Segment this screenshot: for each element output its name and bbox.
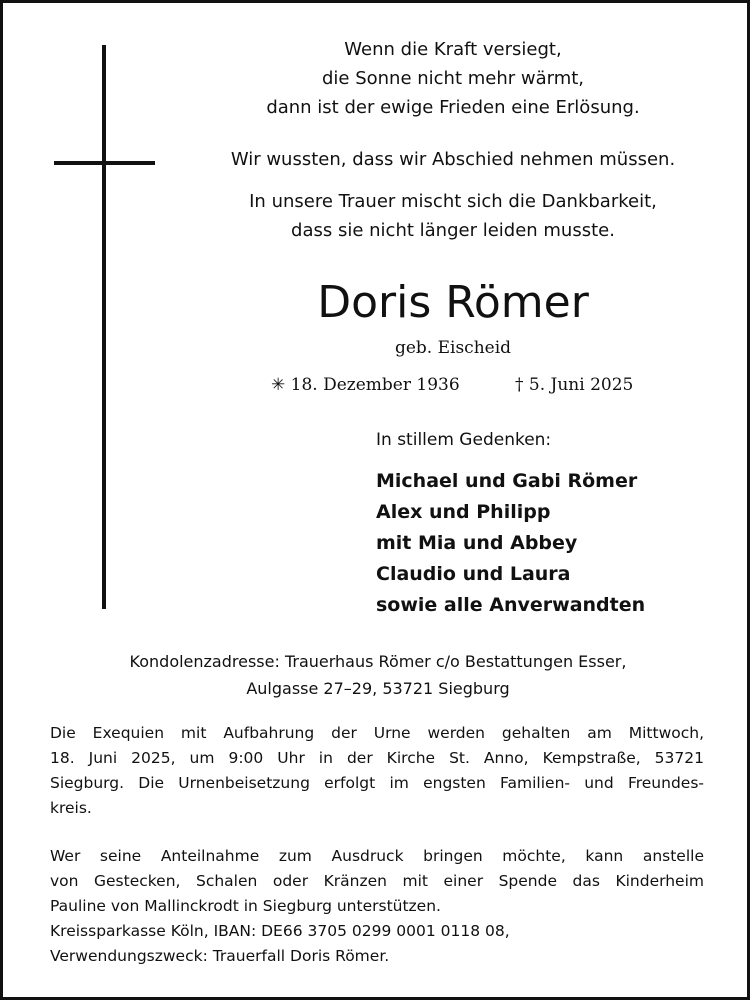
farewell-line [153, 145, 750, 174]
condolence-line: Kondolenzadresse: Trauerhaus Römer c/o Bestattungen Esser, [129, 652, 627, 671]
poem-line: die Sonne nicht mehr wärmt, [321, 68, 585, 89]
mourner-line: Claudio und Laura [376, 563, 571, 585]
bank-details: Kreissparkasse Köln, IBAN: DE66 3705 0299 0001 0118 08, [50, 922, 510, 940]
cross-icon-vertical-bar [102, 45, 106, 609]
birth-date: ✳ 18. Dezember 1936 [271, 375, 460, 395]
farewell-text: Wir wussten, dass wir Abschied nehmen müssen. [230, 149, 676, 170]
paragraph-line: 18. Juni 2025, um 9:00 Uhr in der Kirche St. Anno, Kempstraße, 53721 [50, 749, 704, 767]
gratitude-line: dass sie nicht länger leiden musste. [291, 220, 615, 241]
mourner-line: Michael und Gabi Römer [376, 470, 638, 492]
mourner-line: mit Mia und Abbey [376, 532, 578, 554]
condolence-line: Aulgasse 27–29, 53721 Siegburg [246, 679, 510, 698]
gratitude-line: In unsere Trauer mischt sich die Dankbarkeit, [249, 191, 657, 212]
paragraph-line: kreis. [50, 799, 92, 817]
condolence-address [3, 648, 750, 702]
poem [153, 35, 750, 122]
gratitude [153, 187, 750, 245]
paragraph-line: von Gestecken, Schalen oder Kränzen mit einer Spende das Kinderheim [50, 872, 704, 890]
memory-label: In stillem Gedenken: [376, 430, 552, 450]
deceased-name: Doris Römer [317, 277, 589, 328]
service-paragraph [50, 721, 704, 821]
death-date: † 5. Juni 2025 [515, 375, 634, 395]
payment-reference: Verwendungszweck: Trauerfall Doris Römer. [50, 947, 390, 965]
poem-line: Wenn die Kraft versiegt, [344, 39, 562, 60]
mourners-list [376, 466, 645, 621]
paragraph-line: Pauline von Mallinckrodt in Siegburg unterstützen. [50, 897, 441, 915]
donation-paragraph [50, 844, 704, 969]
paragraph-line: Die Exequien mit Aufbahrung der Urne werden gehalten am Mittwoch, [50, 724, 704, 742]
poem-line: dann ist der ewige Frieden eine Erlösung. [266, 97, 640, 118]
maiden-name: geb. Eischeid [394, 338, 512, 358]
mourner-line: sowie alle Anverwandten [376, 594, 646, 616]
mourner-line: Alex und Philipp [376, 501, 551, 523]
cross-icon-horizontal-bar [54, 161, 155, 165]
paragraph-line: Wer seine Anteilnahme zum Ausdruck bringen möchte, kann anstelle [50, 847, 704, 865]
paragraph-line: Siegburg. Die Urnenbeisetzung erfolgt im engsten Familien- und Freundes- [50, 774, 704, 792]
